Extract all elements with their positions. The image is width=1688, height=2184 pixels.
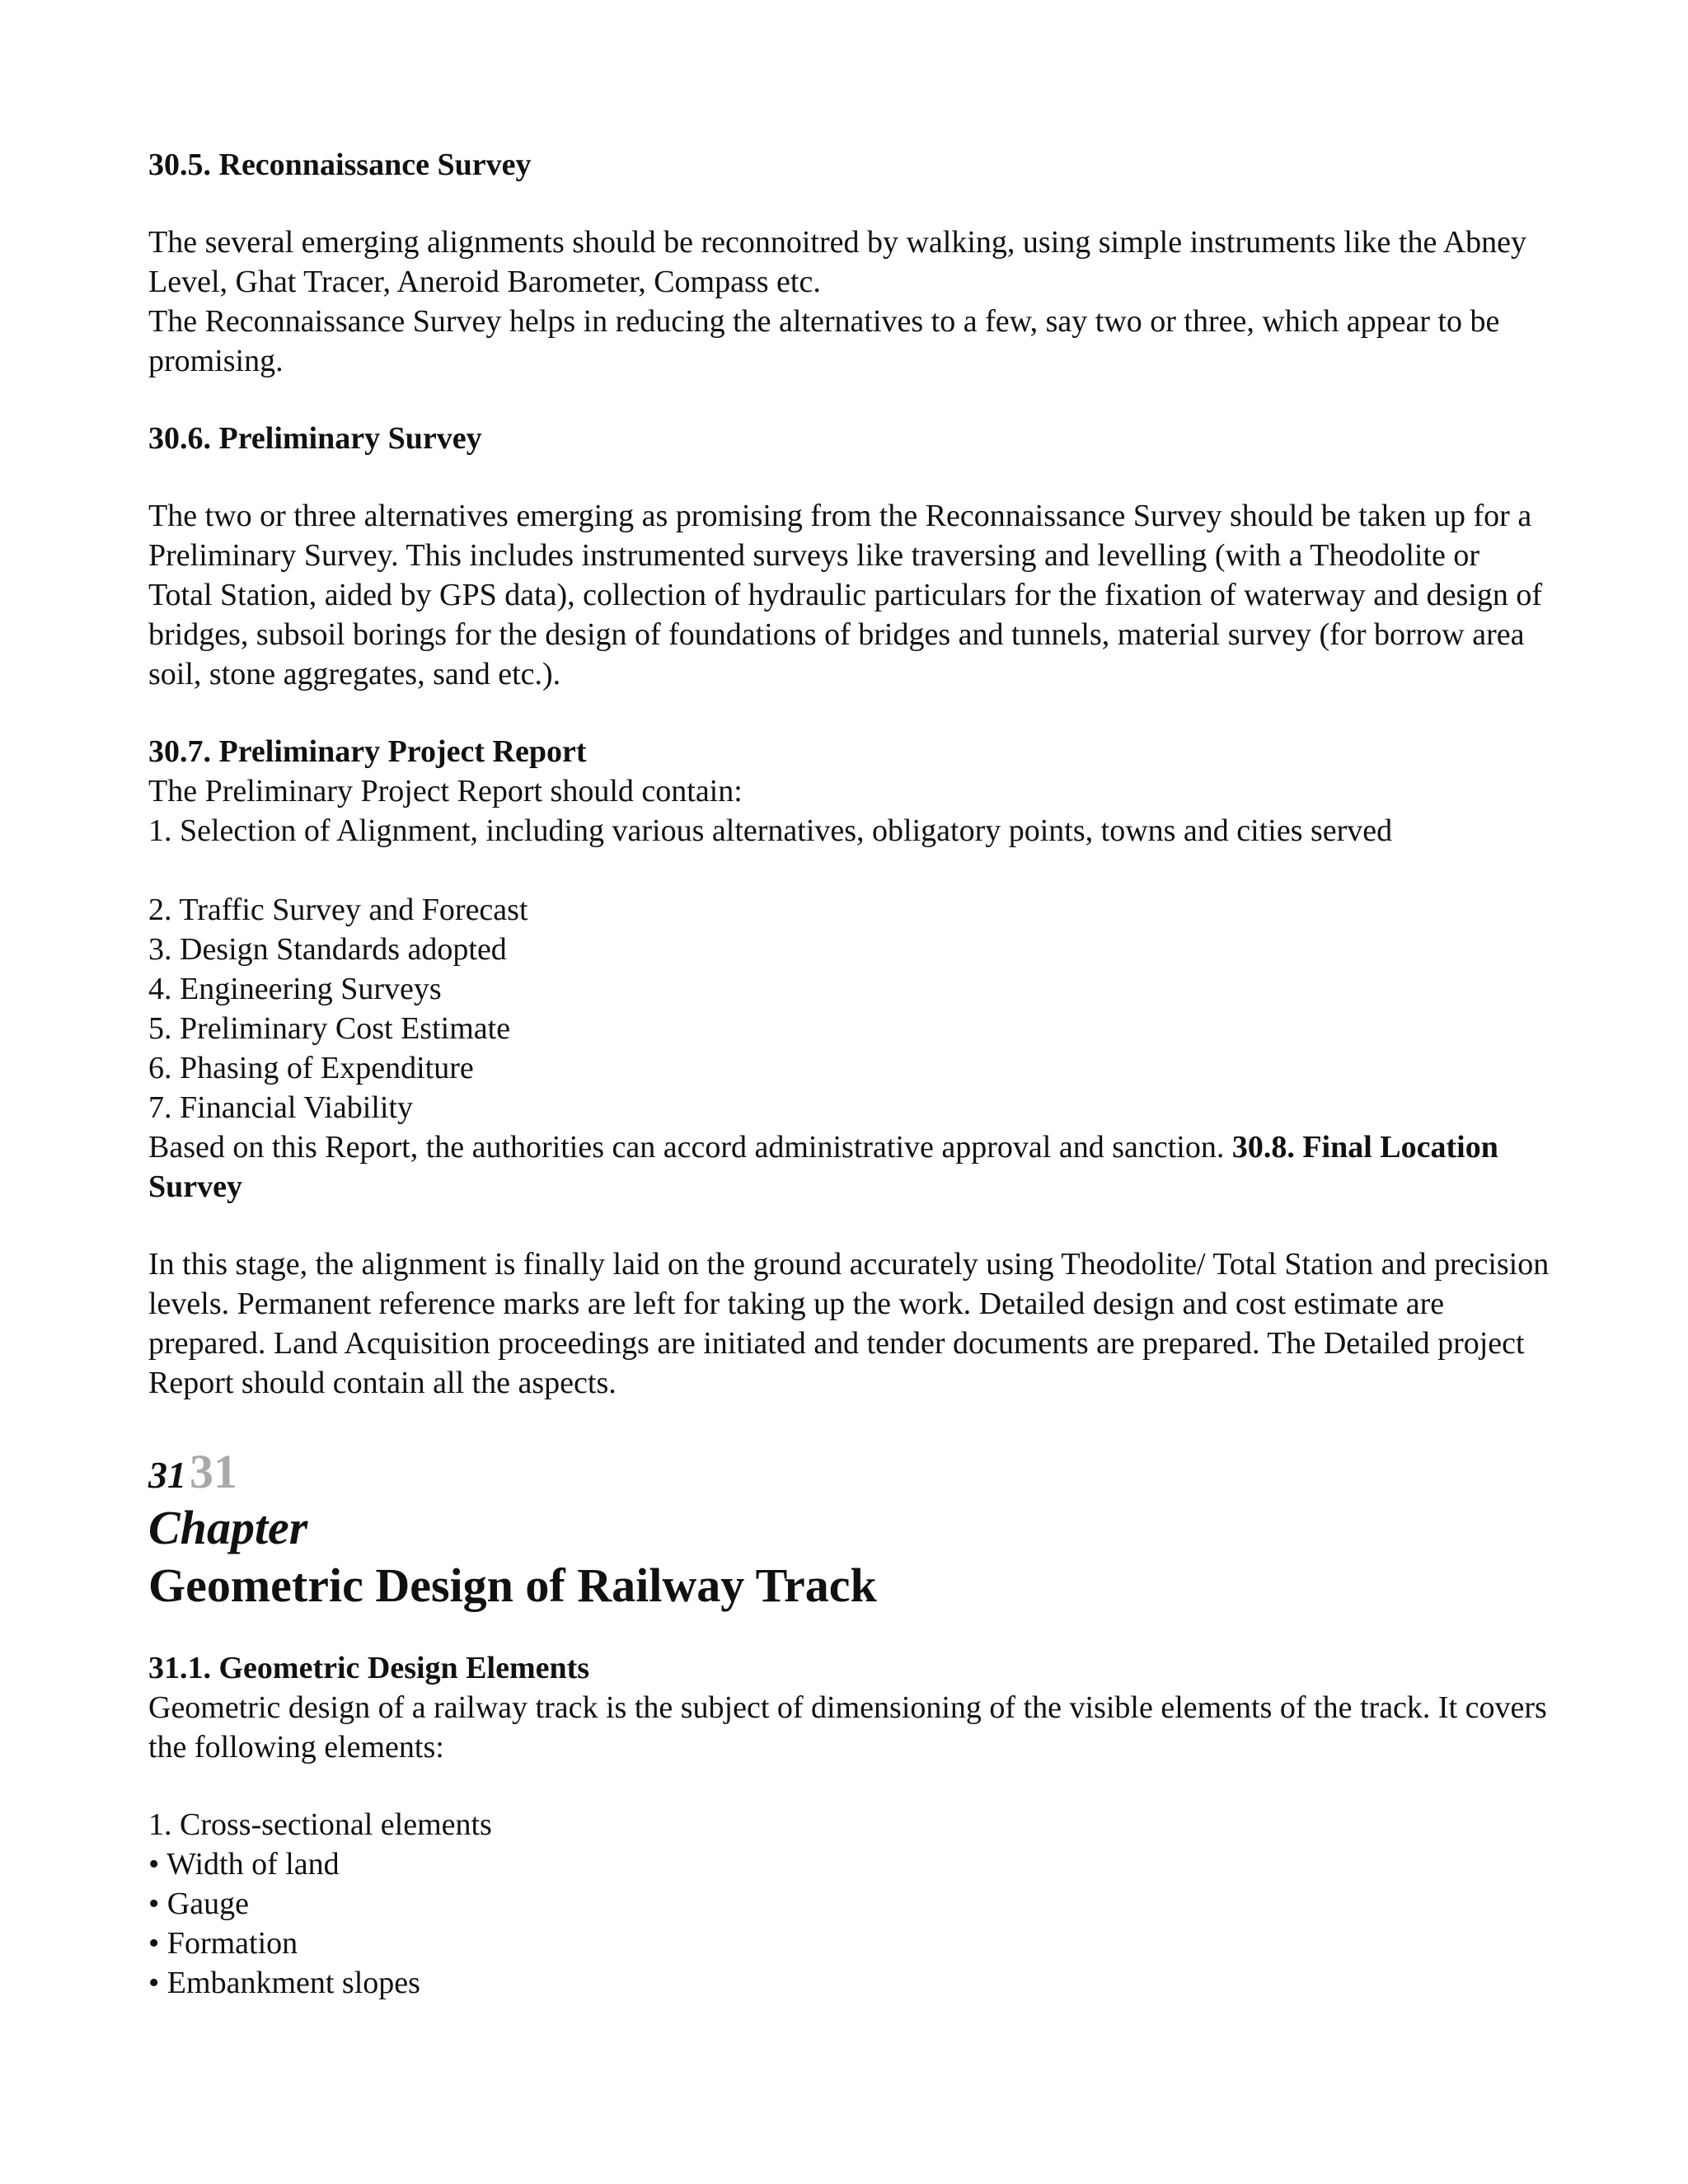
bullet-item: • Embankment slopes [148, 1966, 420, 2000]
bullet-item: • Width of land [148, 1847, 340, 1882]
section-heading-30-6: 30.6. Preliminary Survey [148, 421, 482, 456]
paragraph: The Reconnaissance Survey helps in reducing the alternatives to a few, say two or three, which appear to be promising. [148, 304, 1500, 378]
section-heading-30-7: 30.7. Preliminary Project Report [148, 734, 587, 769]
paragraph: The two or three alternatives emerging as promising from the Reconnaissance Survey should be taken up for a Preliminary Survey. This includes instrumented surveys like traversing and levelling (with a Theodolite or Total Station, aided by GPS data), collection of hydraulic particulars for the fixation of waterway and design of bridges, subsoil borings for the design of foundations of bridges and tunnels, material survey (for borrow area soil, stone aggregates, sand etc.). [148, 499, 1543, 691]
list-item: 4. Engineering Surveys [148, 972, 442, 1006]
list-item: 2. Traffic Survey and Forecast [148, 893, 528, 927]
report-contents-list [148, 890, 1550, 1127]
section-heading-30-5: 30.5. Reconnaissance Survey [148, 148, 532, 182]
paragraph: Geometric design of a railway track is the subject of dimensioning of the visible elements of the track. It covers the following elements: [148, 1690, 1547, 1765]
bullet-item: • Gauge [148, 1886, 249, 1921]
paragraph: In this stage, the alignment is finally laid on the ground accurately using Theodolite/ Total Station and precision levels. Permanent reference marks are left for taking up the work. Detailed design and cost estimate are prepared. Land Acquisition proceedings are initiated and tender documents are prepared. The Detailed project Report should contain all the aspects. [148, 1247, 1550, 1400]
bullet-list [148, 1844, 1550, 2003]
chapter-number [148, 1444, 1550, 1500]
list-item: 6. Phasing of Expenditure [148, 1051, 474, 1085]
document-page [148, 145, 1550, 2003]
list-item: 7. Financial Viability [148, 1090, 414, 1125]
closing-sentence: Based on this Report, the authorities can accord administrative approval and sanction. [148, 1130, 1232, 1165]
bullet-item: • Formation [148, 1926, 298, 1961]
section-heading-30-8: 30.8. Final Location Survey [148, 1130, 1498, 1204]
paragraph [148, 1127, 1550, 1207]
list-item: 3. Design Standards adopted [148, 932, 507, 967]
paragraph: The several emerging alignments should be reconnoitred by walking, using simple instruments like the Abney Level, Ghat Tracer, Aneroid Barometer, Compass etc. [148, 225, 1527, 299]
chapter-title: Geometric Design of Railway Track [148, 1558, 877, 1612]
list-item: 1. Selection of Alignment, including various alternatives, obligatory points, towns and cities served [148, 813, 1393, 848]
chapter-number-italic: 31 [148, 1454, 186, 1496]
list-title: 1. Cross-sectional elements [148, 1807, 492, 1842]
paragraph: The Preliminary Project Report should contain: [148, 774, 743, 808]
chapter-number-gray: 31 [190, 1445, 237, 1498]
chapter-label: Chapter [148, 1501, 308, 1554]
section-heading-31-1: 31.1. Geometric Design Elements [148, 1651, 590, 1685]
list-item: 5. Preliminary Cost Estimate [148, 1011, 511, 1046]
